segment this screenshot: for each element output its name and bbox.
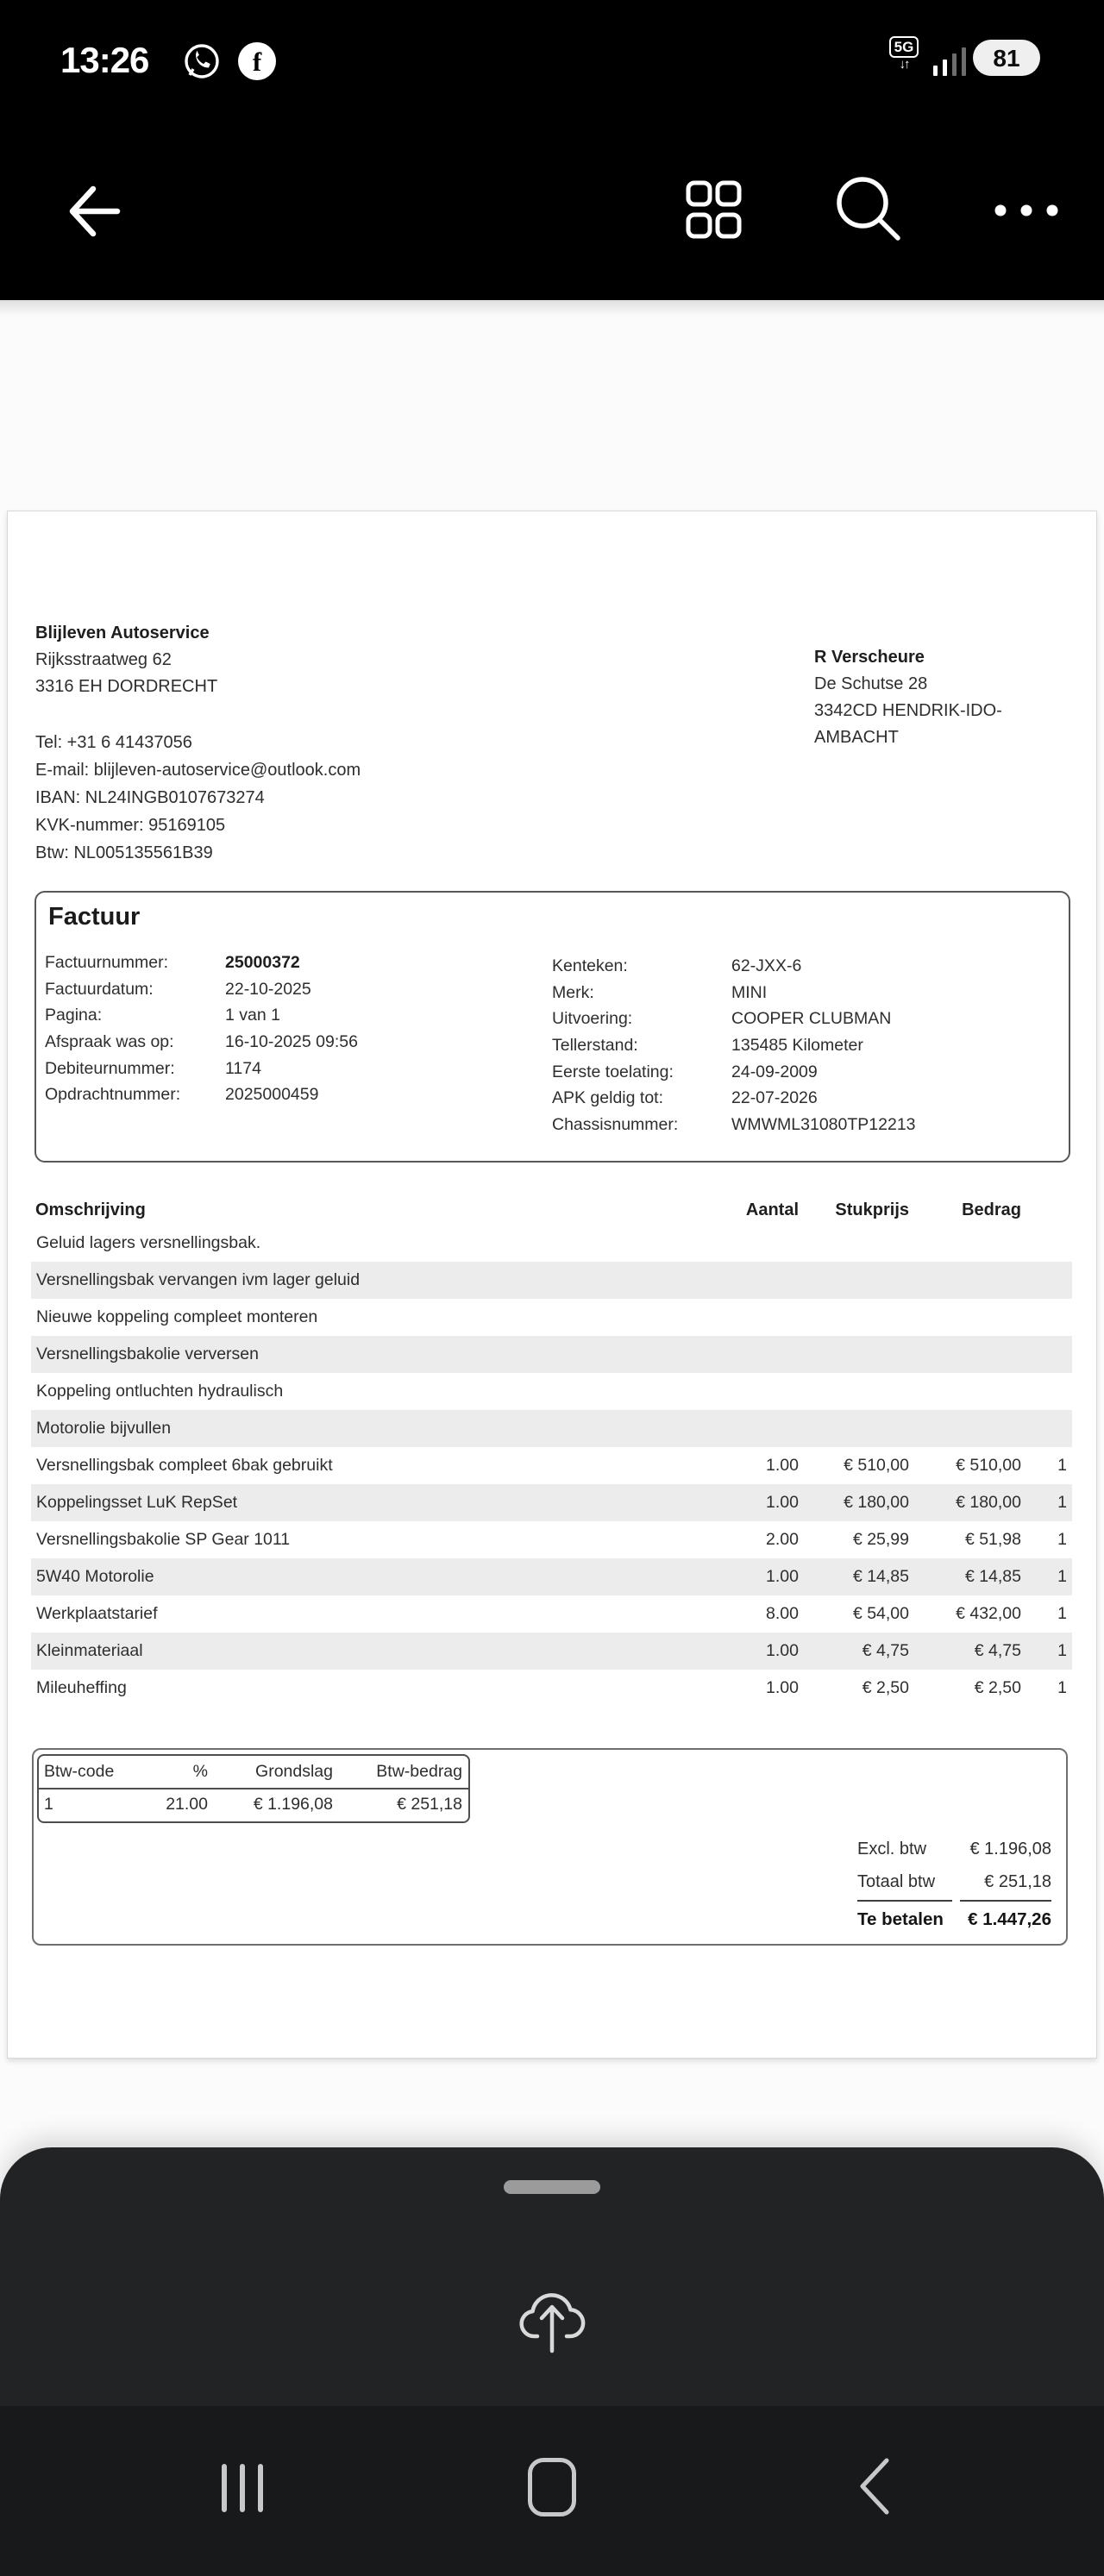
more-options-button[interactable] (994, 204, 1059, 217)
invoice-page (7, 511, 1097, 2059)
customer-name: R Verscheure (814, 648, 925, 667)
clock: 13:26 (60, 40, 149, 80)
vehicle-values: 62-JXX-6 MINI COOPER CLUBMAN 135485 Kilometer 24-09-2009 22-07-2026 WMWML31080TP12213 (731, 956, 916, 1135)
invoice-left-labels: Factuurnummer: Factuurdatum: Pagina: Afspraak was op: Debiteurnummer: Opdrachtnummer: (45, 953, 181, 1105)
drag-handle[interactable] (504, 2180, 600, 2194)
company-address-block (35, 620, 217, 700)
battery-indicator: 81 (973, 40, 1040, 76)
company-tel: Tel: +31 6 41437056 (35, 733, 192, 752)
vat-table-row: 1 21.00 € 1.196,08 € 251,18 (44, 1795, 462, 1814)
table-row: Nieuwe koppeling compleet monteren (36, 1307, 318, 1326)
customer-address-block (814, 644, 1002, 751)
items-header-description: Omschrijving (35, 1200, 146, 1219)
invoice-details-box (34, 891, 1070, 1163)
company-kvk: KVK-nummer: 95169105 (35, 816, 226, 835)
items-header-amount: Bedrag (962, 1200, 1021, 1219)
android-navigation-bar (0, 2406, 1104, 2576)
nav-back-button[interactable] (856, 2456, 894, 2516)
customer-city-line1: 3342CD HENDRIK-IDO- (814, 701, 1002, 720)
company-iban: IBAN: NL24INGB0107673274 (35, 788, 265, 807)
table-row: Versnellingsbakolie SP Gear 1011 2.00 € 25,99 € 51,98 1 (36, 1530, 1067, 1549)
signal-strength-icon (933, 45, 966, 76)
vat-table-header: Btw-code % Grondslag Btw-bedrag (39, 1756, 468, 1789)
vat-table (37, 1754, 470, 1823)
whatsapp-icon (183, 42, 221, 80)
company-email: E-mail: blijleven-autoservice@outlook.com (35, 761, 361, 780)
invoice-box-title: Factuur (48, 903, 141, 931)
invoice-left-values: 25000372 22-10-2025 1 van 1 16-10-2025 09:56 1174 2025000459 (225, 950, 358, 1108)
network-arrows-icon: ↓↑ (899, 57, 909, 72)
facebook-icon: f (238, 42, 276, 80)
company-street: Rijksstraatweg 62 (35, 650, 172, 669)
back-button[interactable] (66, 183, 121, 240)
company-name: Blijleven Autoservice (35, 624, 210, 642)
table-row: Motorolie bijvullen (31, 1410, 1072, 1447)
table-row: Koppeling ontluchten hydraulisch (36, 1382, 284, 1401)
total-excl-value: € 1.196,08 (969, 1840, 1051, 1858)
table-row: Koppelingsset LuK RepSet 1.00 € 180,00 € 180,00 1 (31, 1484, 1072, 1521)
total-excl-label: Excl. btw (857, 1840, 927, 1858)
home-button[interactable] (528, 2458, 576, 2516)
network-5g-label: 5G (889, 36, 919, 58)
invoice-number: 25000372 (225, 953, 300, 972)
status-and-toolbar (0, 0, 1104, 300)
customer-street: De Schutse 28 (814, 674, 928, 693)
company-contact-block (35, 729, 361, 867)
table-row: Versnellingsbak vervangen ivm lager geluid (31, 1262, 1072, 1299)
table-row: Versnellingsbakolie verversen (31, 1336, 1072, 1373)
items-header-unit-price: Stukprijs (835, 1200, 909, 1219)
total-due-row (857, 1903, 1051, 1936)
total-due-value: € 1.447,26 (968, 1909, 1051, 1929)
table-row: Kleinmateriaal 1.00 € 4,75 € 4,75 1 (31, 1633, 1072, 1670)
grid-view-button[interactable] (685, 179, 742, 240)
items-header-quantity: Aantal (745, 1200, 799, 1219)
total-vat-label: Totaal btw (857, 1872, 936, 1891)
company-btw: Btw: NL005135561B39 (35, 843, 213, 862)
bottom-sheet (0, 2147, 1104, 2576)
search-button[interactable] (825, 166, 903, 243)
totals-divider (857, 1900, 1051, 1902)
table-row: Versnellingsbak compleet 6bak gebruikt 1.00 € 510,00 € 510,00 1 (36, 1456, 1067, 1475)
table-row: Werkplaatstarief 8.00 € 54,00 € 432,00 1 (36, 1604, 1067, 1623)
total-due-label: Te betalen (857, 1909, 944, 1929)
table-row: Mileuheffing 1.00 € 2,50 € 2,50 1 (36, 1678, 1067, 1697)
table-row: 5W40 Motorolie 1.00 € 14,85 € 14,85 1 (31, 1558, 1072, 1595)
customer-city-line2: AMBACHT (814, 728, 899, 747)
cloud-upload-icon[interactable] (511, 2283, 593, 2366)
recents-button[interactable] (222, 2464, 263, 2512)
total-vat-value: € 251,18 (984, 1872, 1051, 1891)
totals-block (857, 1833, 1051, 1936)
network-5g-icon (887, 36, 921, 71)
total-vat-row (857, 1865, 1051, 1898)
vehicle-labels: Kenteken: Merk: Uitvoering: Tellerstand: Eerste toelating: APK geldig tot: Chassisnummer: (552, 956, 679, 1135)
table-row: Geluid lagers versnellingsbak. (36, 1233, 261, 1252)
company-city: 3316 EH DORDRECHT (35, 677, 218, 696)
total-excl-row (857, 1833, 1051, 1865)
